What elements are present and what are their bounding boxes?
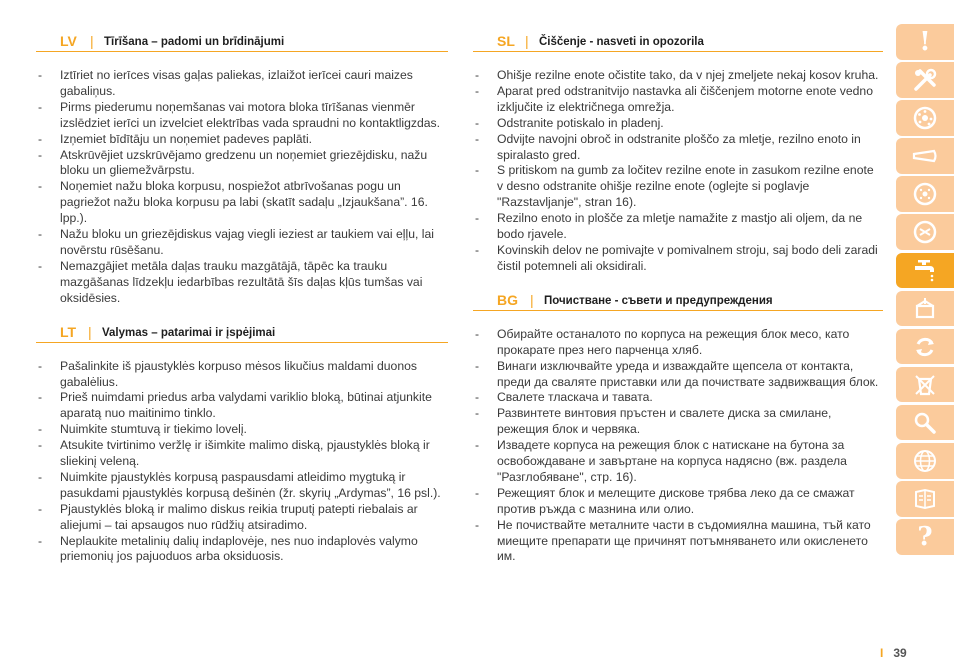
page-marker: I <box>880 646 884 660</box>
list-item: - Pjaustyklės bloką ir malimo diskus reikia truputį patepti riebalais ar aliejumi – tai apsaugos nuo rūdžių atsiradimo. <box>36 502 448 534</box>
list-item: - Nažu bloku un griezējdiskus vajag viegli ieziest ar taukiem vai eļļu, lai novērstu rūsēšanu. <box>36 227 448 259</box>
page-number-value: 39 <box>893 646 907 660</box>
list-item: - Atskrūvējiet uzskrūvējamo gredzenu un noņemiet griezējdisku, nažu bloku un gliemežvārpstu. <box>36 148 448 180</box>
tab-handbook[interactable] <box>896 481 954 517</box>
tab-warnings[interactable] <box>896 24 954 60</box>
section-title: Čiščenje - nasveti in opozorila <box>539 36 704 48</box>
list-item: - Atsukite tvirtinimo veržlę ir išimkite malimo diską, pjaustyklės bloką ir sliekinį veleną. <box>36 438 448 470</box>
right-column <box>473 30 883 565</box>
section-title: Valymas – patarimai ir įspėjimai <box>102 326 276 339</box>
tab-storage[interactable] <box>896 291 954 327</box>
list-item: - Nemazgājiet metāla daļas trauku mazgātājā, tāpēc ka trauku mazgāšanas līdzekļu iedarbības rezultātā šīs daļas kļūs tumšas vai oksidēsies. <box>36 259 448 307</box>
disc-icon <box>912 105 938 131</box>
sausage-disc-icon <box>912 219 938 245</box>
divider <box>36 51 448 52</box>
list-item: - Pašalinkite iš pjaustyklės korpuso mėsos likučius maldami duonos gabalėlius. <box>36 359 448 391</box>
list-item: - Nuimkite pjaustyklės korpusą paspausdami atleidimo mygtuką ir pasukdami pjaustyklės korpusą dešinėn (žr. skyrių „Ardymas”, 16 psl.). <box>36 470 448 502</box>
storage-box-icon <box>912 295 938 321</box>
section-title: Почистване - съвети и предупреждения <box>544 294 773 307</box>
tab-cleaning[interactable] <box>896 253 954 289</box>
list-item: - Kovinskih delov ne pomivajte v pomivalnem stroju, saj bodo deli zaradi čistil potemneli ali oksidirali. <box>473 243 883 275</box>
tab-search[interactable] <box>896 405 954 441</box>
section-header-sl <box>473 30 883 52</box>
separator: | <box>90 33 94 49</box>
divider <box>473 310 883 311</box>
list-item: - Odstranite potiskalo in pladenj. <box>473 116 883 132</box>
list-item: - Neplaukite metalinių dalių indaplovėje, nes nuo indaplovės valymo priemonių jos pajuoduos arba oksiduosis. <box>36 534 448 566</box>
list-item: - Развинтете винтовия пръстен и свалете диска за смилане, режещия блок и червяка. <box>473 406 883 438</box>
list-item: - Nuimkite stumtuvą ir tiekimo lovelį. <box>36 422 448 438</box>
list-item: - Rezilno enoto in plošče za mletje namažite z mastjo ali oljem, da ne bodo rjavele. <box>473 211 883 243</box>
language-code: BG <box>497 291 518 308</box>
handbook-icon <box>912 486 938 512</box>
section-title: Tīrīšana – padomi un brīdinājumi <box>104 36 285 48</box>
exclamation-icon: ! <box>919 26 931 57</box>
cutting-plate-icon <box>912 181 938 207</box>
tab-worm-shaft[interactable] <box>896 138 954 174</box>
bg-list <box>473 327 883 566</box>
question-icon: ? <box>917 521 933 552</box>
list-item: - Свалете тласкача и тавата. <box>473 390 883 406</box>
section-header-lt <box>36 321 448 343</box>
tab-discs[interactable] <box>896 100 954 136</box>
guarantee-globe-icon <box>912 448 938 474</box>
tools-icon <box>912 67 938 93</box>
bin-crossed-icon <box>912 372 938 398</box>
tab-recycling[interactable] <box>896 329 954 365</box>
left-column <box>36 30 448 565</box>
list-item: - Izņemiet bīdītāju un noņemiet padeves paplāti. <box>36 132 448 148</box>
tab-sausage-disc[interactable] <box>896 214 954 250</box>
list-item: - Prieš nuimdami priedus arba valydami variklio bloką, būtinai atjunkite aparatą nuo maitinimo tinklo. <box>36 390 448 422</box>
lt-list <box>36 359 448 566</box>
sl-list <box>473 68 883 275</box>
tab-environment[interactable] <box>896 367 954 403</box>
tab-guarantee[interactable] <box>896 443 954 479</box>
language-code: SL <box>497 33 515 49</box>
tab-cutting-plate[interactable] <box>896 176 954 212</box>
list-item: - Обирайте останалото по корпуса на режещия блок месо, като прокарате през него парченца хляб. <box>473 327 883 359</box>
section-header-bg <box>473 289 883 311</box>
list-item: - Odvijte navojni obroč in odstranite ploščo za mletje, rezilno enoto in spiralasto gred. <box>473 132 883 164</box>
list-item: - Винаги изключвайте уреда и изваждайте щепсела от контакта, преди да сваляте приставки или да почиствате задвижващия блок. <box>473 359 883 391</box>
faucet-icon <box>912 257 938 283</box>
list-item: - Noņemiet nažu bloka korpusu, nospiežot atbrīvošanas pogu un pagriežot nažu bloka korpusu pa labi (skatīt sadaļu „Izjaukšana”. 16. lpp.). <box>36 179 448 227</box>
tab-help[interactable] <box>896 519 954 555</box>
worm-shaft-icon <box>912 143 938 169</box>
list-item: - Aparat pred odstranitvijo nastavka ali čiščenjem motorne enote vedno izključite iz električnega omrežja. <box>473 84 883 116</box>
separator: | <box>88 323 92 340</box>
separator: | <box>525 33 529 49</box>
language-code: LV <box>60 33 77 49</box>
recycle-icon <box>912 334 938 360</box>
page-number <box>880 646 907 660</box>
list-item: - Режещият блок и мелещите дискове трябва леко да се смажат против ръжда с мазнина или олио. <box>473 486 883 518</box>
list-item: - Не почиствайте металните части в съдомиялна машина, тъй като миещите препарати ще причинят потъмняването или окисленето им. <box>473 518 883 566</box>
list-item: - Ohišje rezilne enote očistite tako, da v njej zmeljete nekaj kosov kruha. <box>473 68 883 84</box>
divider <box>36 342 448 343</box>
list-item: - Извадете корпуса на режещия блок с натискане на бутона за освобождаване и завъртане на корпуса надясно (вж. раздела "Разглобяване", стр. 16). <box>473 438 883 486</box>
language-code: LT <box>60 323 77 340</box>
list-item: - Iztīriet no ierīces visas gaļas paliekas, izlaižot ierīcei cauri maizes gabaliņus. <box>36 68 448 100</box>
lv-list <box>36 68 448 307</box>
divider <box>473 51 883 52</box>
separator: | <box>530 291 534 308</box>
magnifier-icon <box>912 410 938 436</box>
section-header-lv <box>36 30 448 52</box>
tab-tools[interactable] <box>896 62 954 98</box>
chapter-tabs <box>896 24 954 557</box>
list-item: - Pirms piederumu noņemšanas vai motora bloka tīrīšanas vienmēr izslēdziet ierīci un izvelciet elektrības vada spraudni no kontaktligzdas. <box>36 100 448 132</box>
list-item: - S pritiskom na gumb za ločitev rezilne enote in zasukom rezilne enote v desno odstranite ohišje rezilne enote (oglejte si poglavje "Razstavljanje", stran 16). <box>473 163 883 211</box>
